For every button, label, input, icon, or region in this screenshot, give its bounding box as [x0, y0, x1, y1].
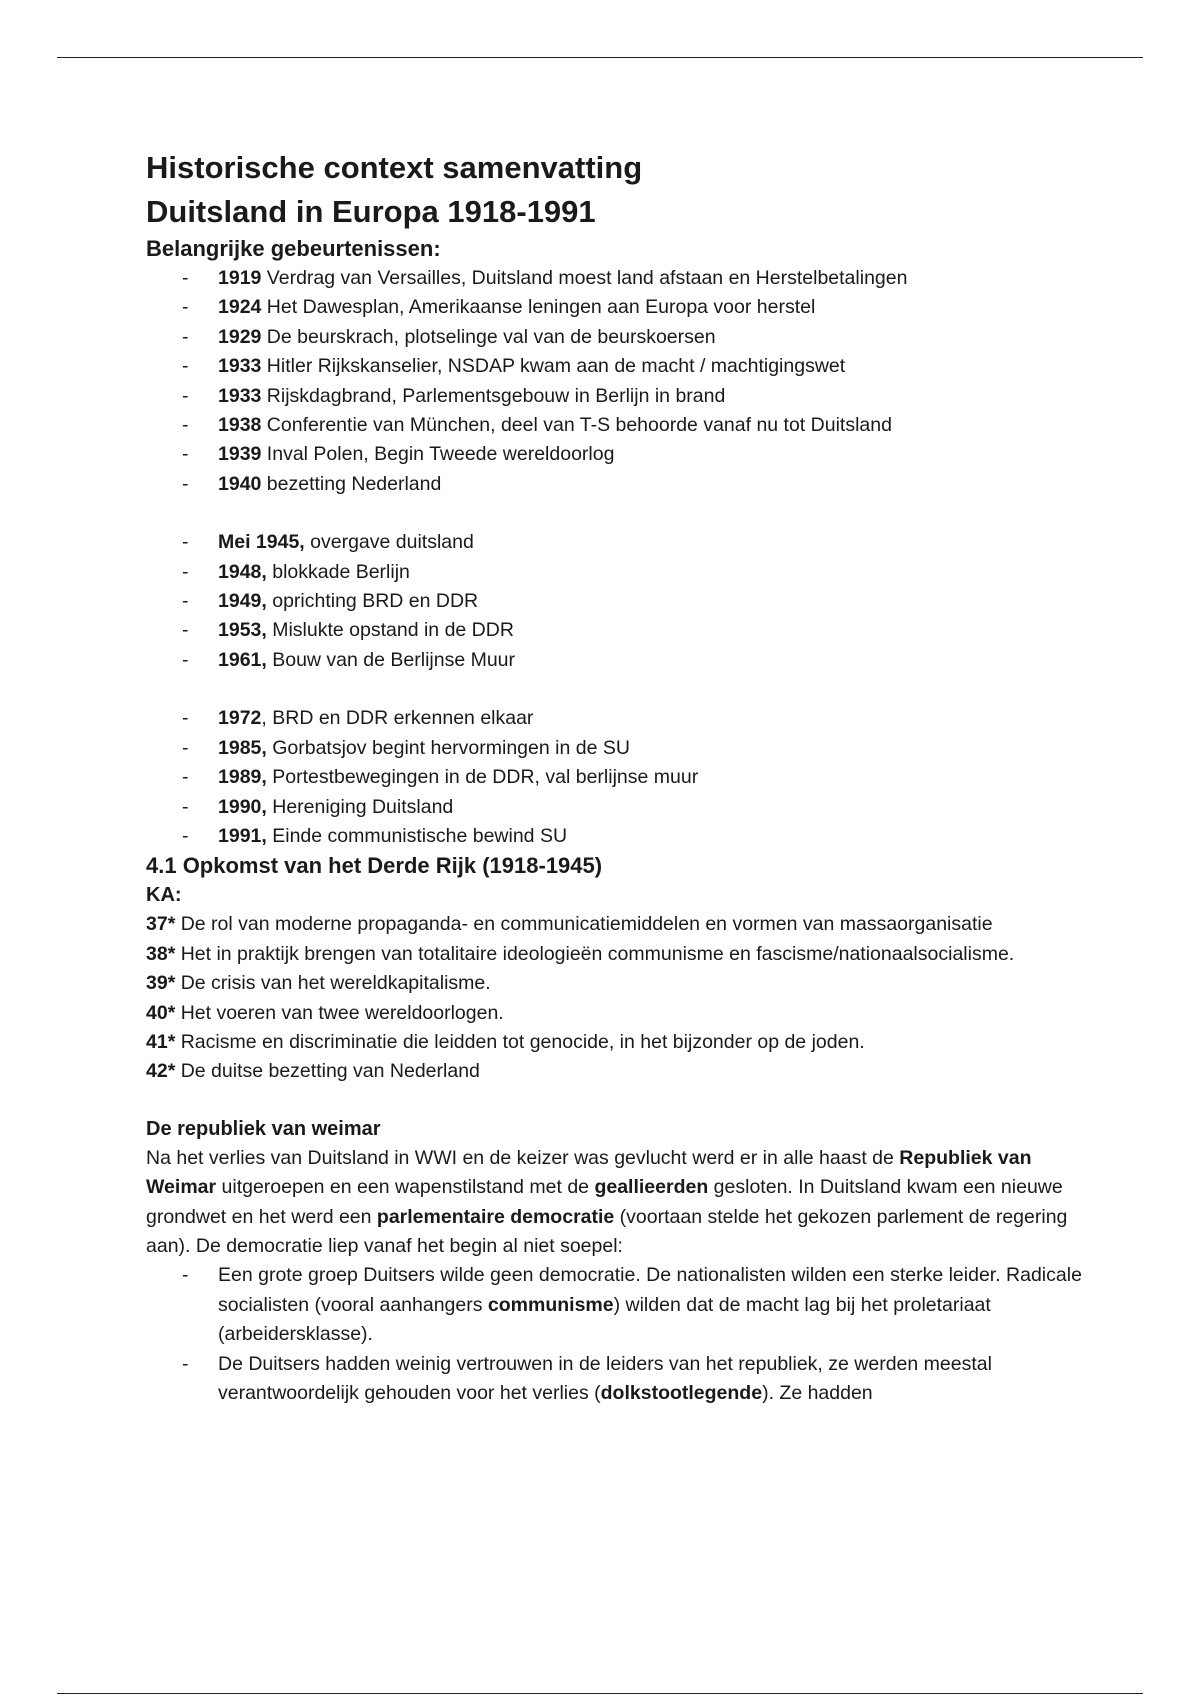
ka-item — [146, 910, 1086, 939]
ka-item — [146, 1028, 1086, 1057]
event-item — [146, 558, 1086, 587]
event-year: 1948, — [218, 560, 267, 583]
event-item — [146, 616, 1086, 645]
event-year: 1933 — [218, 355, 262, 378]
event-text: blokkade Berlijn — [266, 560, 410, 583]
weimar-bullet — [146, 1261, 1086, 1349]
weimar-bold-term: parlementaire democratie — [376, 1205, 615, 1228]
event-text: Bouw van de Berlijnse Muur — [266, 648, 516, 671]
weimar-text: Na het verlies van Duitsland in WWI en de keizer was gevlucht werd er in alle haast de — [146, 1146, 900, 1169]
event-year: 1985, — [218, 736, 267, 759]
ka-number: 42* — [146, 1060, 176, 1083]
ka-text: De duitse bezetting van Nederland — [175, 1060, 480, 1083]
ka-text: Racisme en discriminatie die leidden tot genocide, in het bijzonder op de joden. — [175, 1030, 865, 1053]
document-title — [146, 146, 1086, 234]
event-year: 1989, — [218, 766, 267, 789]
event-item — [146, 763, 1086, 792]
event-text: Conferentie van München, deel van T-S behoorde vanaf nu tot Duitsland — [261, 414, 892, 437]
event-item — [146, 264, 1086, 293]
event-year: 1949, — [218, 590, 267, 613]
events-list-2 — [146, 528, 1086, 675]
ka-number: 38* — [146, 942, 176, 965]
events-list-3 — [146, 704, 1086, 851]
event-text: Gorbatsjov begint hervormingen in de SU — [266, 736, 630, 759]
event-item — [146, 528, 1086, 557]
ka-text: Het in praktijk brengen van totalitaire ideologieën communisme en fascisme/nationaalsocialisme. — [175, 942, 1015, 965]
ka-number: 39* — [146, 972, 176, 995]
event-text: De beurskrach, plotselinge val van de beurskoersen — [261, 325, 716, 348]
events-heading: Belangrijke gebeurtenissen: — [146, 236, 441, 261]
weimar-text: De Duitsers hadden weinig vertrouwen in de leiders van het republiek, ze werden meestal verantwoordelijk gehouden voor het verlies ( — [218, 1352, 992, 1404]
event-item — [146, 411, 1086, 440]
event-text: , BRD en DDR erkennen elkaar — [261, 707, 534, 730]
weimar-list — [146, 1261, 1086, 1408]
ka-number: 37* — [146, 913, 176, 936]
event-text: Einde communistische bewind SU — [266, 824, 568, 847]
weimar-text: ). Ze hadden — [762, 1382, 873, 1404]
event-year: 1972 — [218, 707, 262, 730]
event-text: Inval Polen, Begin Tweede wereldoorlog — [261, 443, 615, 466]
ka-number: 40* — [146, 1001, 176, 1024]
event-year: 1924 — [218, 296, 262, 319]
event-text: oprichting BRD en DDR — [266, 590, 479, 613]
weimar-paragraph — [146, 1144, 1086, 1262]
weimar-bullet — [146, 1350, 1086, 1409]
weimar-bold-term: communisme — [487, 1293, 614, 1316]
event-item — [146, 734, 1086, 763]
event-item — [146, 382, 1086, 411]
event-item — [146, 587, 1086, 616]
weimar-heading: De republiek van weimar — [146, 1117, 381, 1140]
footer-rule — [57, 1693, 1143, 1694]
event-year: 1929 — [218, 325, 262, 348]
event-item — [146, 440, 1086, 469]
event-year: 1933 — [218, 384, 262, 407]
weimar-bold-term: geallieerden — [594, 1176, 709, 1199]
ka-text: De crisis van het wereldkapitalisme. — [175, 972, 491, 995]
event-item — [146, 793, 1086, 822]
ka-list — [146, 910, 1086, 1086]
event-text: Rijskdagbrand, Parlementsgebouw in Berlijn in brand — [261, 384, 726, 407]
event-item — [146, 323, 1086, 352]
event-year: 1990, — [218, 795, 267, 818]
event-year: 1940 — [218, 472, 262, 495]
weimar-text: uitgeroepen en een wapenstilstand met de — [216, 1176, 595, 1199]
event-text: bezetting Nederland — [261, 472, 442, 495]
event-item — [146, 704, 1086, 733]
event-year: 1961, — [218, 648, 267, 671]
event-text: Hitler Rijkskanselier, NSDAP kwam aan de macht / machtigingswet — [261, 355, 846, 378]
document-body — [146, 146, 1086, 1408]
weimar-text: ) wilden dat de macht lag bij het proletariaat (arbeidersklasse). — [218, 1293, 991, 1346]
ka-item — [146, 999, 1086, 1028]
event-year: 1953, — [218, 619, 267, 642]
event-year: Mei 1945, — [218, 531, 305, 554]
event-text: Het Dawesplan, Amerikaanse leningen aan Europa voor herstel — [261, 296, 816, 319]
event-item — [146, 470, 1086, 499]
event-year: 1938 — [218, 414, 262, 437]
ka-text: De rol van moderne propaganda- en communicatiemiddelen en vormen van massaorganisatie — [175, 913, 993, 936]
weimar-text: gesloten. In Duitsland kwam een nieuwe grondwet en het werd een — [146, 1176, 1063, 1228]
ka-text: Het voeren van twee wereldoorlogen. — [175, 1001, 504, 1024]
opkomst-heading: 4.1 Opkomst van het Derde Rijk (1918-1945) — [146, 853, 603, 879]
ka-number: 41* — [146, 1030, 176, 1053]
event-year: 1991, — [218, 824, 267, 847]
ka-item — [146, 940, 1086, 969]
ka-item — [146, 969, 1086, 998]
event-text: Verdrag van Versailles, Duitsland moest land afstaan en Herstelbetalingen — [261, 267, 908, 289]
title-line-2: Duitsland in Europa 1918-1991 — [146, 194, 596, 229]
event-text: overgave duitsland — [304, 531, 474, 554]
weimar-bold-term: dolkstootlegende — [600, 1382, 763, 1404]
title-line-1: Historische context samenvatting — [146, 150, 643, 185]
weimar-text: (voortaan stelde het gekozen parlement de regering aan). De democratie liep vanaf het begin al niet soepel: — [146, 1205, 1068, 1257]
event-item — [146, 822, 1086, 851]
event-year: 1939 — [218, 443, 262, 466]
weimar-bold-term: Republiek van Weimar — [146, 1146, 1032, 1199]
ka-item — [146, 1057, 1086, 1086]
list-spacer — [146, 675, 1086, 704]
event-text: Hereniging Duitsland — [266, 795, 454, 818]
weimar-text: Een grote groep Duitsers wilde geen democratie. De nationalisten wilden een sterke leider. Radicale socialisten (vooral aanhangers — [218, 1264, 1082, 1316]
event-text: Mislukte opstand in de DDR — [266, 619, 514, 642]
event-item — [146, 293, 1086, 322]
ka-label: KA: — [146, 884, 182, 907]
header-rule — [57, 57, 1143, 58]
event-item — [146, 352, 1086, 381]
event-item — [146, 646, 1086, 675]
events-list-1 — [146, 264, 1086, 499]
event-text: Portestbewegingen in de DDR, val berlijnse muur — [266, 766, 699, 789]
list-spacer — [146, 499, 1086, 528]
event-year: 1919 — [218, 267, 262, 289]
